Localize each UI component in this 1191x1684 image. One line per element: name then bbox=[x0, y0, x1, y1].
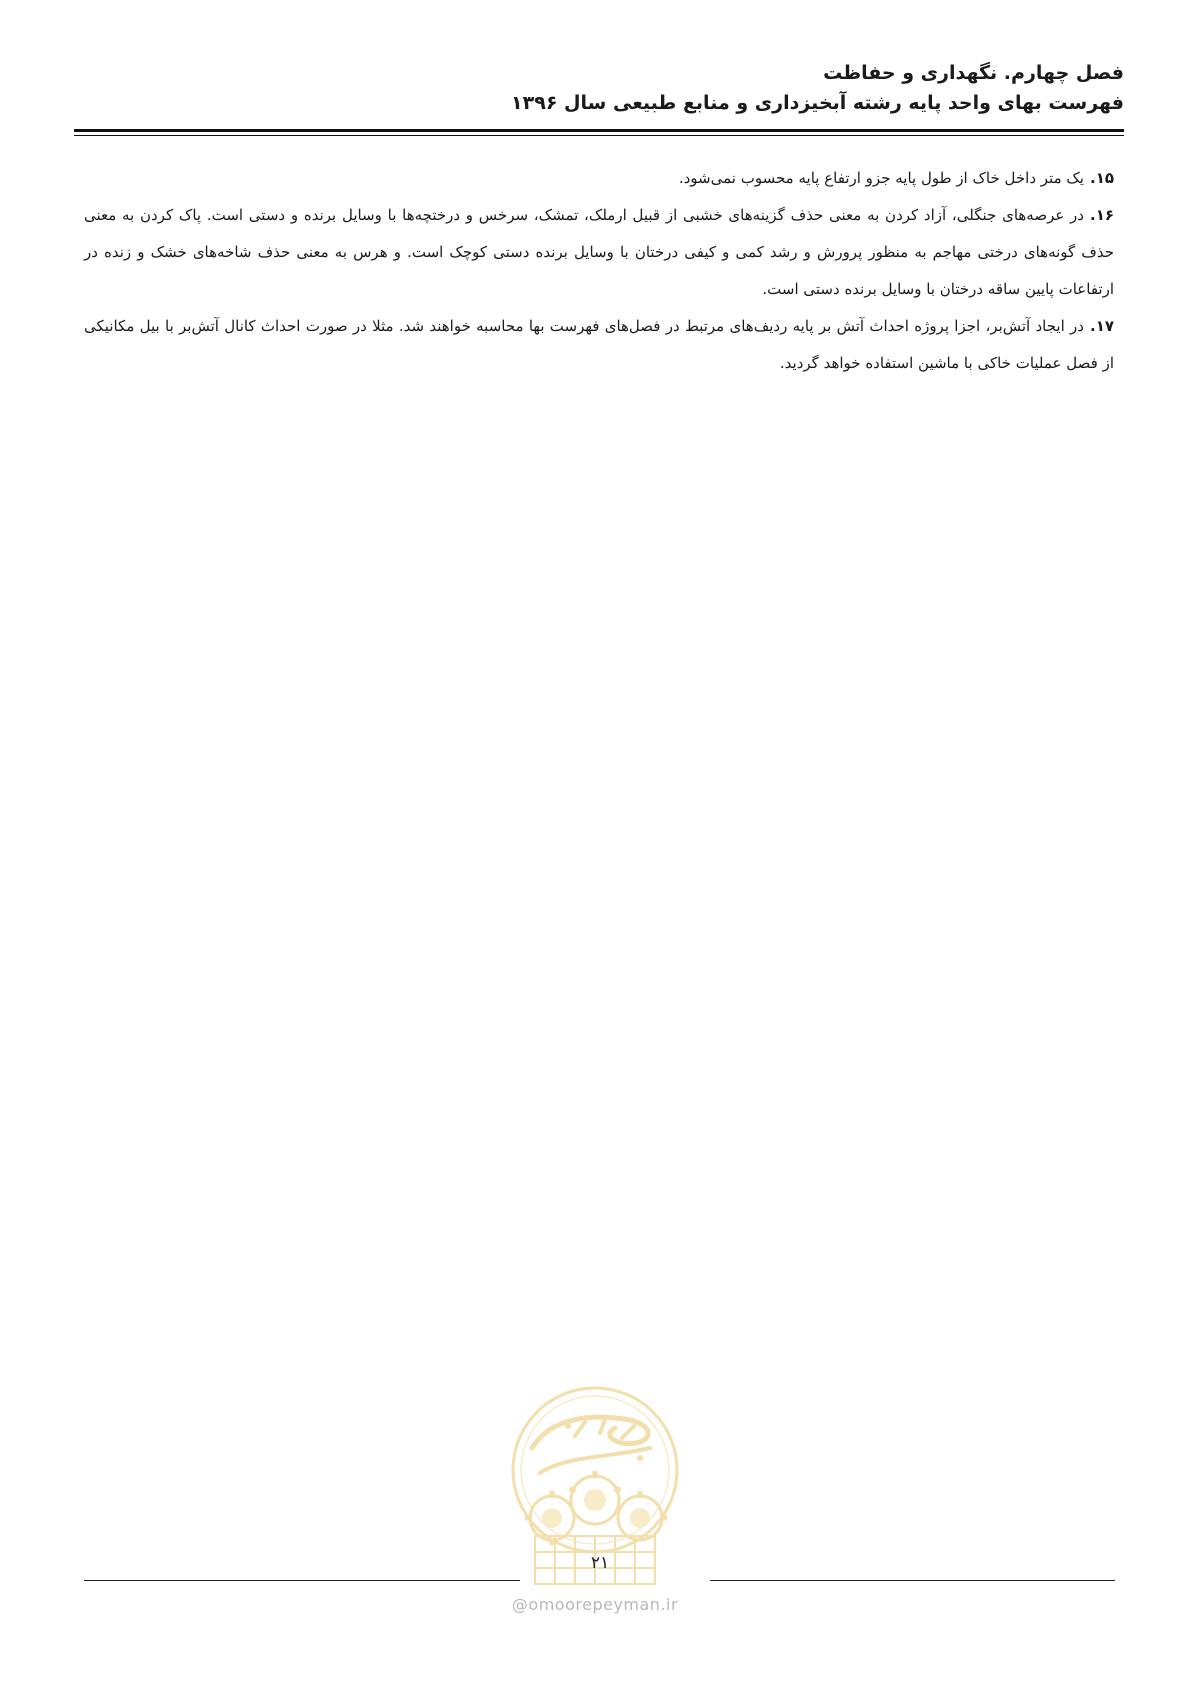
paragraph-number: ۱۵. bbox=[1089, 169, 1114, 187]
chapter-title: فصل چهارم. نگهداری و حفاظت bbox=[823, 62, 1124, 84]
paragraph-text: در ایجاد آتش‌بر، اجزا پروژه احداث آتش بر پایه ردیف‌های مرتبط در فصل‌های فهرست بها محاسبه خواهند شد. مثلا در صورت احداث کانال آتش‌بر با بیل مکانیکی از فصل عملیات خاکی با ماشین استفاده خواهد گردید. bbox=[84, 317, 1114, 372]
paragraph-text: در عرصه‌های جنگلی، آزاد کردن به معنی حذف گزینه‌های خشبی از قبیل ارملک، تمشک، سرخس و درختچه‌ها با وسایل برنده و دستی است. پاک کردن به معنی حذف گونه‌های درختی مهاجم به منظور پرورش و رشد کمی و کیفی درختان با وسایل برنده دستی کوچک است. و هرس به معنی حذف شاخه‌های خشک و زنده در ارتفاعات پایین ساقه درختان با وسایل برنده دستی است. bbox=[84, 206, 1114, 298]
paragraph-17 bbox=[84, 308, 1114, 382]
watermark-site bbox=[485, 1595, 705, 1614]
header-rule-thin bbox=[74, 135, 1124, 136]
paragraph-15 bbox=[84, 160, 1114, 197]
footer-rule-right bbox=[710, 1580, 1115, 1581]
footer-rule-left bbox=[84, 1580, 520, 1581]
catalog-title: فهرست بهای واحد پایه رشته آبخیزداری و منابع طبیعی سال ۱۳۹۶ bbox=[511, 92, 1124, 114]
at-icon: @ bbox=[511, 1595, 529, 1614]
paragraph-16 bbox=[84, 197, 1114, 308]
running-header bbox=[84, 58, 1124, 118]
paragraph-number: ۱۶. bbox=[1089, 206, 1114, 224]
header-rule-thick bbox=[74, 129, 1124, 132]
body-text bbox=[84, 160, 1114, 382]
page-number: ۲۱ bbox=[590, 1553, 610, 1573]
watermark-site-text: omoorepeyman.ir bbox=[528, 1595, 679, 1614]
paragraph-number: ۱۷. bbox=[1089, 317, 1114, 335]
paragraph-text: یک متر داخل خاک از طول پایه جزو ارتفاع پایه محسوب نمی‌شود. bbox=[678, 169, 1084, 187]
